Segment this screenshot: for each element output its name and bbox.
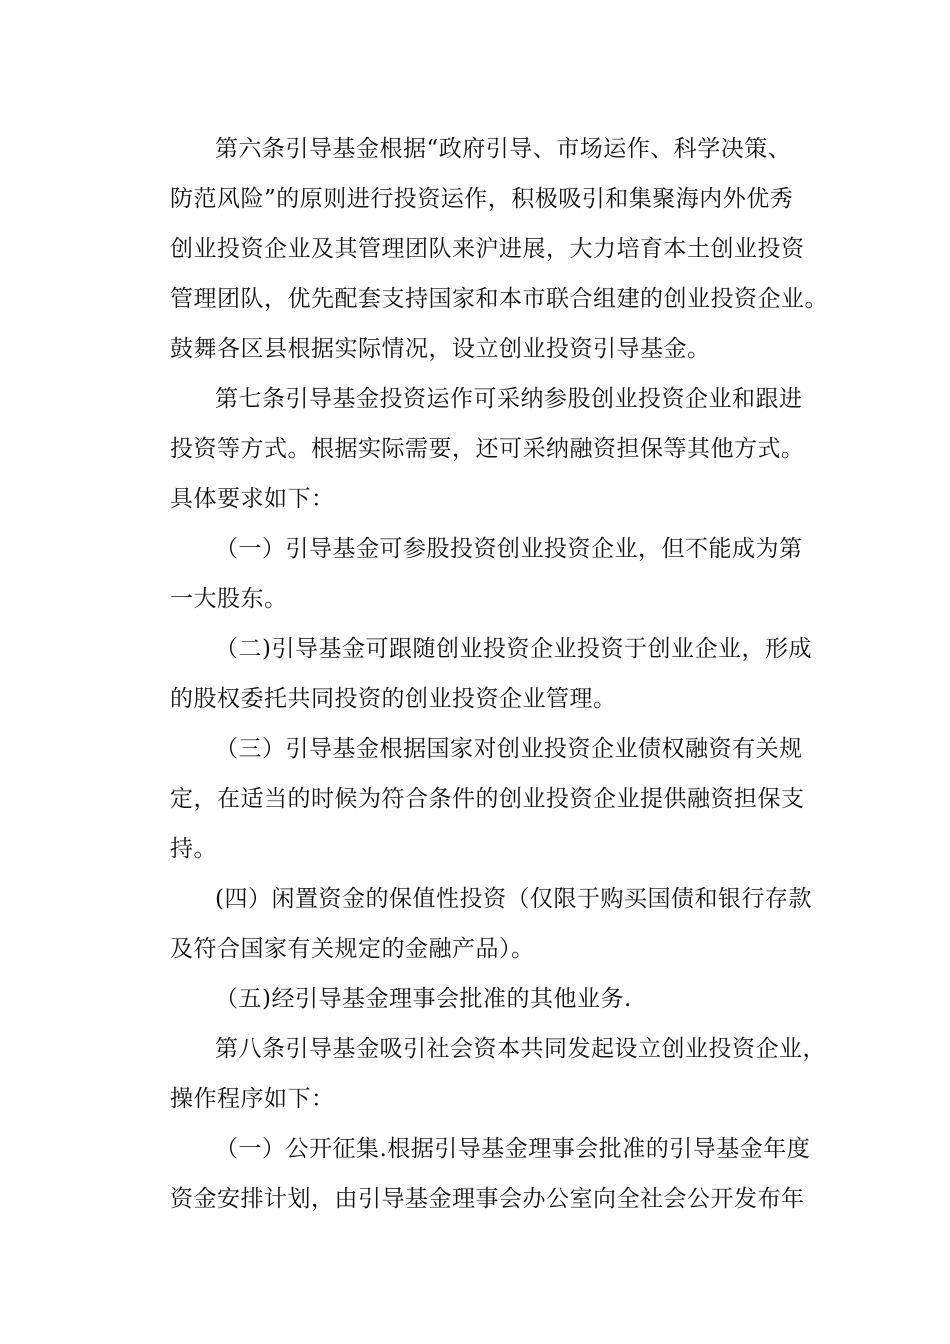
- text-line: 具体要求如下：: [170, 486, 335, 512]
- text-line: 第七条引导基金投资运作可采纳参股创业投资企业和跟进: [215, 386, 803, 412]
- text-line: （一）引导基金可参股投资创业投资企业，但不能成为第: [215, 536, 803, 562]
- text-line: 的股权委托共同投资的创业投资企业管理。: [170, 686, 617, 712]
- text-line: 资金安排计划，由引导基金理事会办公室向全社会公开发布年: [170, 1186, 805, 1212]
- text-line: 鼓舞各区县根据实际情况，设立创业投资引导基金。: [170, 336, 711, 362]
- text-line: （一）公开征集.根据引导基金理事会批准的引导基金年度: [215, 1136, 811, 1162]
- text-line: （二)引导基金可跟随创业投资企业投资于创业企业，形成: [215, 636, 812, 662]
- text-line: 定，在适当的时候为符合条件的创业投资企业提供融资担保支: [170, 786, 805, 812]
- text-line: （三）引导基金根据国家对创业投资企业债权融资有关规: [215, 736, 803, 762]
- text-line: 防范风险”的原则进行投资运作，积极吸引和集聚海内外优秀: [170, 186, 794, 212]
- text-line: 投资等方式。根据实际需要，还可采纳融资担保等其他方式。: [170, 436, 805, 462]
- text-line: 操作程序如下：: [170, 1086, 335, 1112]
- text-line: （五)经引导基金理事会批准的其他业务.: [215, 986, 632, 1012]
- text-line: 创业投资企业及其管理团队来沪进展，大力培育本土创业投资: [170, 236, 805, 262]
- text-line: 管理团队，优先配套支持国家和本市联合组建的创业投资企业。: [170, 286, 828, 312]
- text-line: 第六条引导基金根据“政府引导、市场运作、科学决策、: [215, 136, 792, 162]
- text-line: 第八条引导基金吸引社会资本共同发起设立创业投资企业，: [215, 1036, 826, 1062]
- text-line: 及符合国家有关规定的金融产品）。: [170, 936, 535, 962]
- text-line: 一大股东。: [170, 586, 288, 612]
- text-line: 持。: [170, 836, 217, 862]
- text-line: (四）闲置资金的保值性投资（仅限于购买国债和银行存款: [215, 886, 812, 912]
